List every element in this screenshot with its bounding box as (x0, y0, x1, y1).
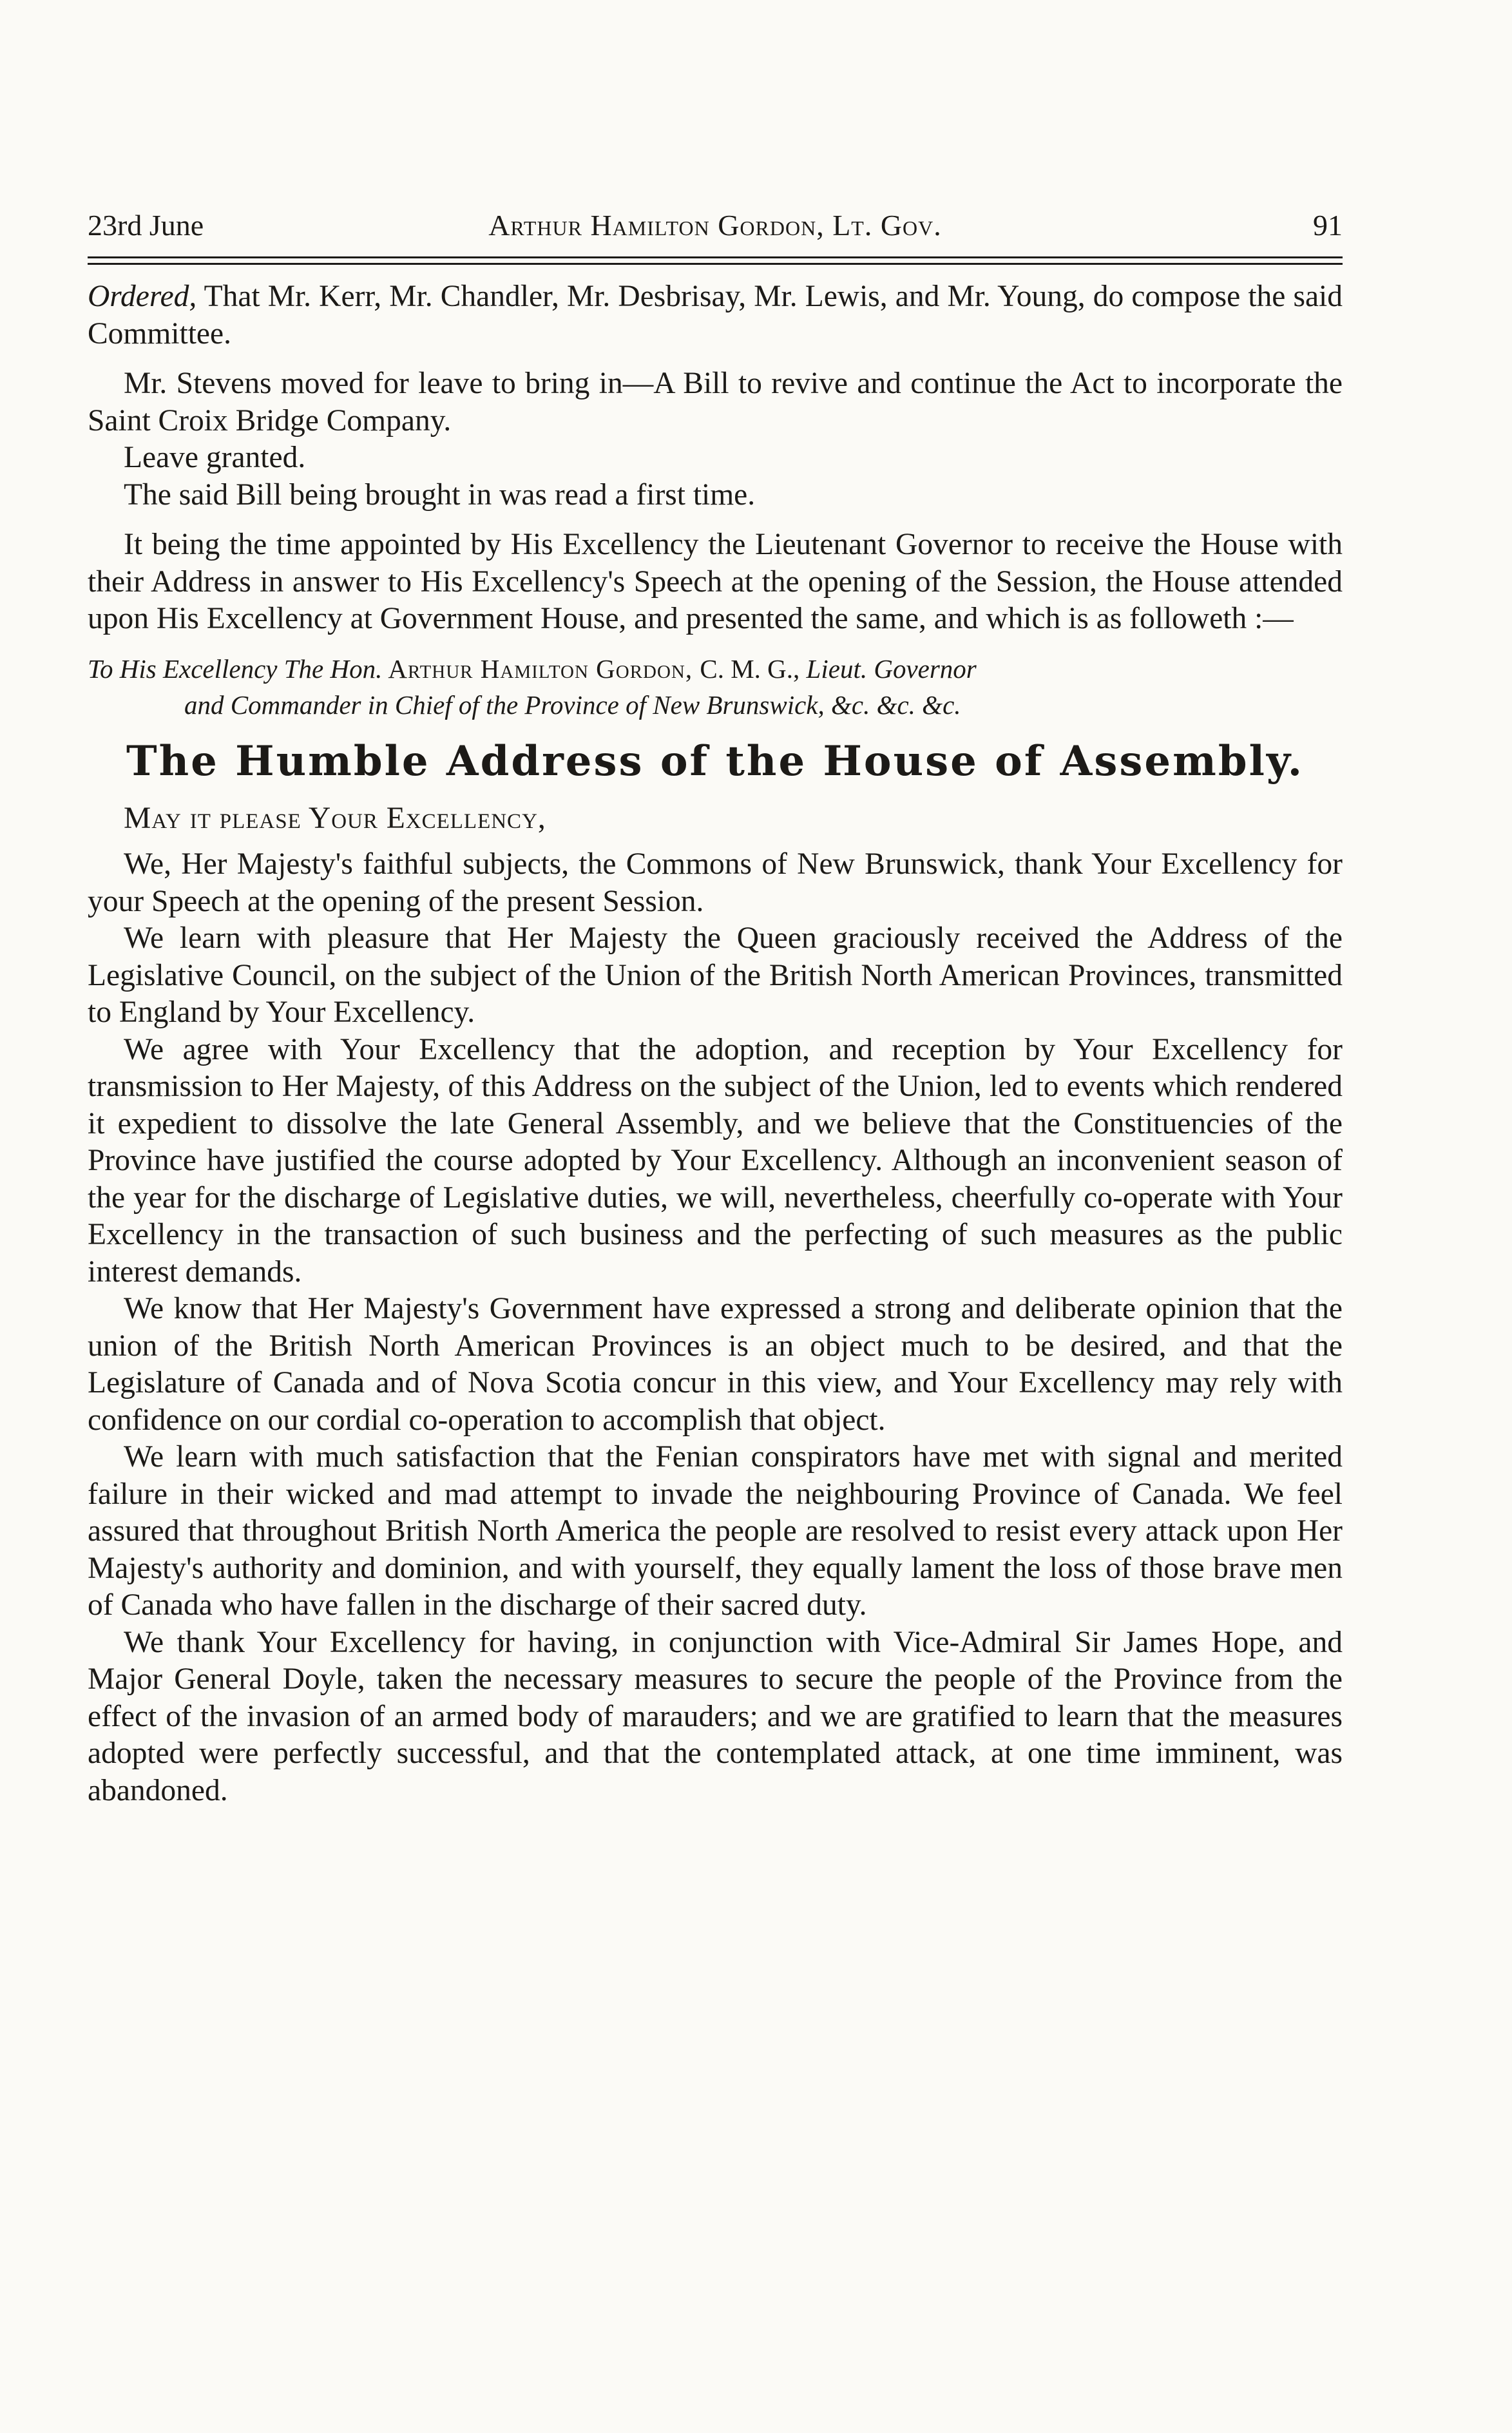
header-rule-bottom (88, 263, 1343, 265)
salutation: May it please Your Excellency, (124, 801, 546, 835)
address-paragraph: We learn with pleasure that Her Majesty the Queen graciously received the Address of the Legislative Council, on the subject of the Union of the British North American Provinces, transmitted to England by Your Excellency. (88, 921, 1343, 1029)
address-paragraph: We thank Your Excellency for having, in conjunction with Vice-Admiral Sir James Hope, and Major General Doyle, taken the necessary measures to secure the people of the Province from the effect of the invasion of an armed body of marauders; and we are gratified to learn that the measures adopted were perfectly successful, and that the contemplated attack, at one time imminent, was abandoned. (88, 1625, 1343, 1807)
ordered-text: That Mr. Kerr, Mr. Chandler, Mr. Desbrisay, Mr. Lewis, and Mr. Young, do compose the said Committee. (88, 280, 1343, 351)
address-paragraph: We agree with Your Excellency that the adoption, and reception by Your Excellency for transmission to Her Majesty, of this Address on the subject of the Union, led to events which rendered it expedient to dissolve the late General Assembly, and we believe that the Constituencies of the Province have justified the course adopted by Your Excellency. Although an inconvenient season of the year for the discharge of Legislative duties, we will, nevertheless, cheerfully co-operate with Your Excellency in the transaction of such business and the perfecting of such measures as the public interest demands. (88, 1032, 1343, 1289)
ordered-paragraph (88, 278, 1343, 352)
addressee-line2: and Commander in Chief of the Province of New Brunswick, &c. &c. &c. (184, 689, 961, 720)
address-paragraph: We know that Her Majesty's Government have expressed a strong and deliberate opinion that the union of the British North American Provinces is an object much to be desired, and that the Legislature of Canada and of Nova Scotia concur in this view, and Your Excellency may rely with confidence on our cordial co-operation to accomplish that object. (88, 1292, 1343, 1437)
running-title: Arthur Hamilton Gordon, Lt. Gov. (488, 209, 942, 242)
page-number: 91 (1313, 209, 1343, 242)
header-rule-top (88, 256, 1343, 258)
page-body (88, 278, 1343, 1809)
page-header (88, 205, 1343, 246)
addressee-lieut: Lieut. Governor (806, 653, 977, 684)
leave-paragraph: Leave granted. (124, 441, 306, 474)
first-time-paragraph: The said Bill being brought in was read a first time. (124, 477, 756, 512)
addressee-cmg: C. M. G., (700, 653, 807, 684)
addressee-to: To His Excellency The Hon. (88, 653, 383, 684)
ordered-word: Ordered, (88, 280, 197, 313)
address-title: The Humble Address of the House of Assembly. (126, 736, 1305, 785)
addressee-name: Arthur Hamilton Gordon, (382, 653, 700, 684)
addressee (88, 651, 1343, 723)
stevens-paragraph: Mr. Stevens moved for leave to bring in—A Bill to revive and continue the Act to incorporate the Saint Croix Bridge Company. (88, 367, 1343, 438)
address-paragraph: We learn with much satisfaction that the Fenian conspirators have met with signal and merited failure in their wicked and mad attempt to invade the neighbouring Province of Canada. We feel assured that throughout British North America the people are resolved to resist every attack upon Her Majesty's authority and dominion, and with yourself, they equally lament the loss of those brave men of Canada who have fallen in the discharge of their sacred duty. (88, 1440, 1343, 1622)
address-paragraph: We, Her Majesty's faithful subjects, the Commons of New Brunswick, thank Your Excellency for your Speech at the opening of the present Session. (88, 847, 1343, 918)
header-date: 23rd June (88, 209, 204, 242)
appointed-paragraph: It being the time appointed by His Excellency the Lieutenant Governor to receive the House with their Address in answer to His Excellency's Speech at the opening of the Session, the House attended upon His Excellency at Government House, and presented the same, and which is as followeth :— (88, 528, 1343, 635)
address-body (88, 846, 1343, 1809)
